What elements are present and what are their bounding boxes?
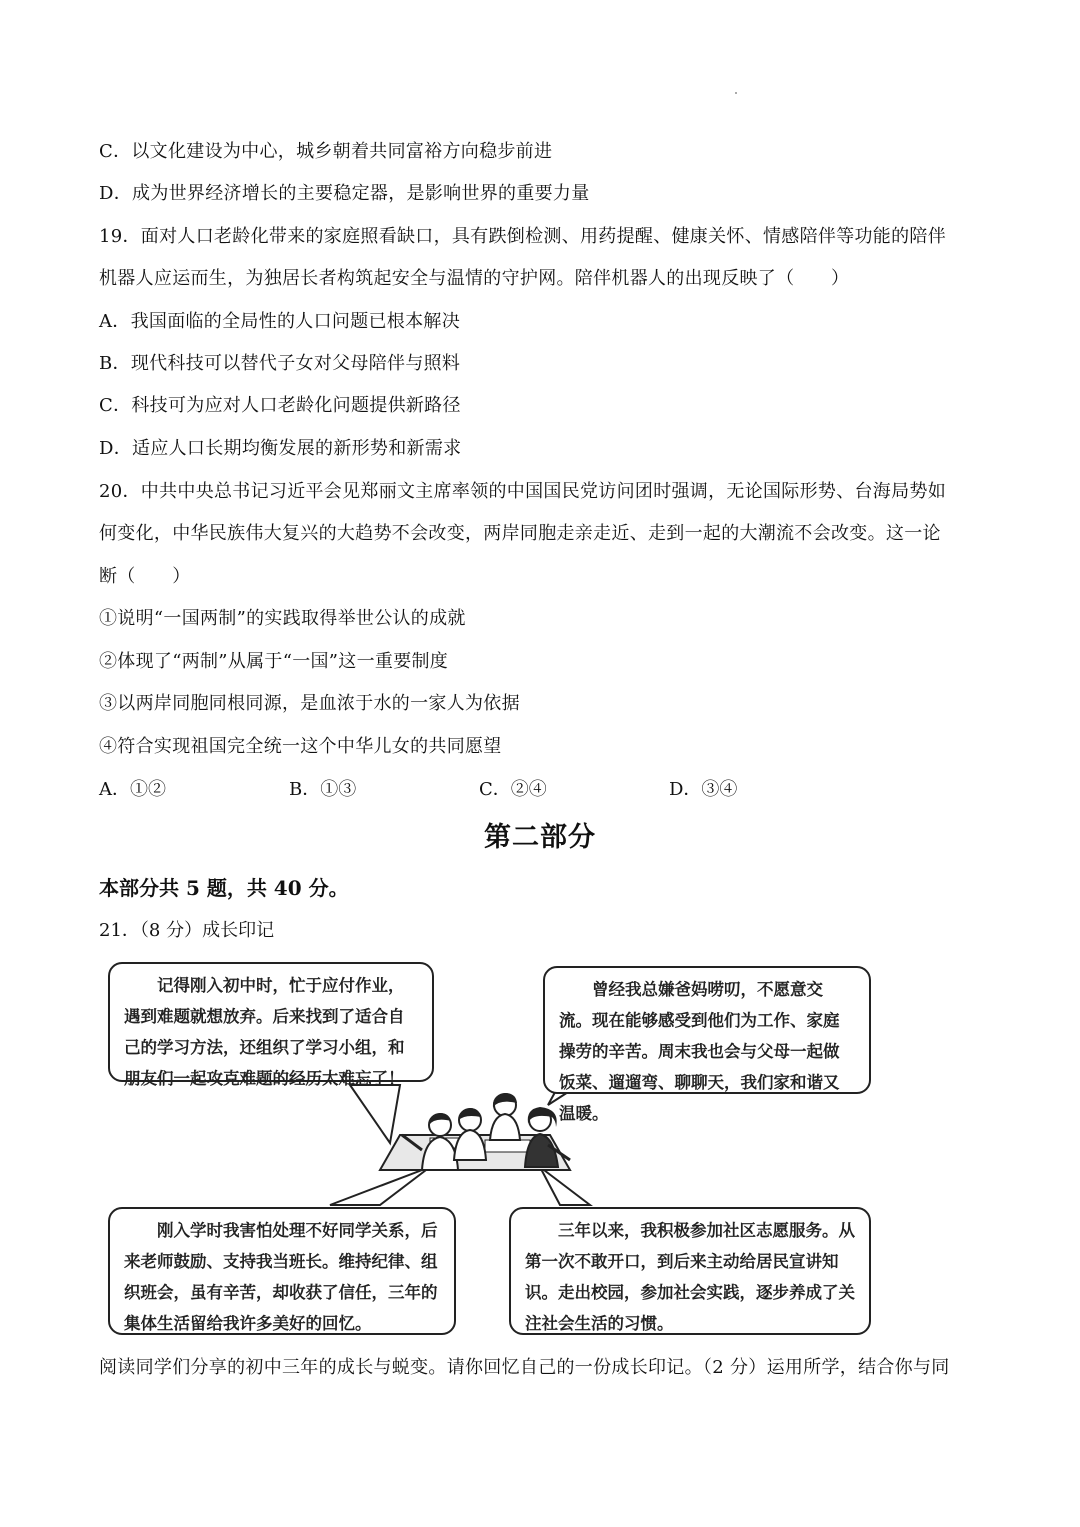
bubble-tail-bottom-left <box>330 1167 430 1205</box>
q19-option-b: B．现代科技可以替代子女对父母陪伴与照料 <box>99 353 461 374</box>
section-intro: 本部分共 5 题，共 40 分。 <box>99 876 349 900</box>
bubble-top-right <box>543 966 871 1123</box>
q18-option-c: C．以文化建设为中心，城乡朝着共同富裕方向稳步前进 <box>99 141 553 162</box>
q19-option-d: D．适应人口长期均衡发展的新形势和新需求 <box>99 438 462 459</box>
bubble-bottom-left-text: 刚入学时我害怕处理不好同学关系，后来老师鼓励、支持我当班长。维持纪律、组织班会，虽有辛苦，却收获了信任，三年的集体生活留给我许多美好的回忆。 <box>124 1221 438 1333</box>
bubble-top-left-text: 记得刚入初中时，忙于应付作业，遇到难题就想放弃。后来找到了适合自己的学习方法，还组织了学习小组，和朋友们一起攻克难题的经历太难忘了！ <box>124 976 405 1088</box>
bubble-bottom-left <box>108 1207 456 1335</box>
q20-statement-4: ④符合实现祖国完全统一这个中华儿女的共同愿望 <box>99 736 502 757</box>
book-shape <box>485 1140 530 1152</box>
bubble-bottom-right-text: 三年以来，我积极参加社区志愿服务。从第一次不敢开口，到后来主动给居民宣讲知识。走出校园，参加社会实践，逐步养成了关注社会生活的习惯。 <box>525 1221 855 1333</box>
q20-stem-line1: 20．中共中央总书记习近平会见郑丽文主席率领的中国国民党访问团时强调，无论国际形势、台海局势如 <box>99 481 946 502</box>
q20-statement-1: ①说明“一国两制”的实践取得举世公认的成就 <box>99 608 466 629</box>
q20-stem-line3: 断（ ） <box>99 566 191 587</box>
q20-option-a: A．①② <box>99 779 166 800</box>
q20-option-c: C．②④ <box>479 779 547 800</box>
bubble-tail-bottom-right <box>540 1167 590 1205</box>
q18-option-d: D．成为世界经济增长的主要稳定器，是影响世界的重要力量 <box>99 183 590 204</box>
q19-option-c: C．科技可为应对人口老龄化问题提供新路径 <box>99 395 461 416</box>
q20-statement-3: ③以两岸同胞同根同源，是血浓于水的一家人为依据 <box>99 693 520 714</box>
bubble-top-left <box>108 962 434 1088</box>
student-body <box>490 1114 520 1140</box>
q19-option-a: A．我国面临的全局性的人口问题已根本解决 <box>99 311 460 332</box>
q21-title: 21．（8 分）成长印记 <box>99 920 275 941</box>
q21-prompt-line: 阅读同学们分享的初中三年的成长与蜕变。请你回忆自己的一份成长印记。（2 分）运用所学，结合你与同 <box>99 1357 950 1378</box>
scan-dot <box>735 92 737 94</box>
q20-option-b: B．①③ <box>289 779 357 800</box>
section-title: 第二部分 <box>484 822 596 853</box>
bubble-top-right-text: 曾经我总嫌爸妈唠叨，不愿意交流。现在能够感受到他们为工作、家庭操劳的辛苦。周末我也会与父母一起做饭菜、遛遛弯、聊聊天，我们家和谐又温暖。 <box>559 980 840 1123</box>
q19-stem-line2: 机器人应运而生，为独居长者构筑起安全与温情的守护网。陪伴机器人的出现反映了（ ） <box>99 268 850 289</box>
bubble-bottom-right <box>509 1207 871 1335</box>
q20-statement-2: ②体现了“两制”从属于“一国”这一重要制度 <box>99 651 449 672</box>
q19-stem-line1: 19．面对人口老龄化带来的家庭照看缺口，具有跌倒检测、用药提醒、健康关怀、情感陪伴等功能的陪伴 <box>99 226 946 247</box>
q20-option-d: D．③④ <box>669 779 738 800</box>
q20-stem-line2: 何变化，中华民族伟大复兴的大趋势不会改变，两岸同胞走亲走近、走到一起的大潮流不会改变。这一论 <box>99 523 941 544</box>
